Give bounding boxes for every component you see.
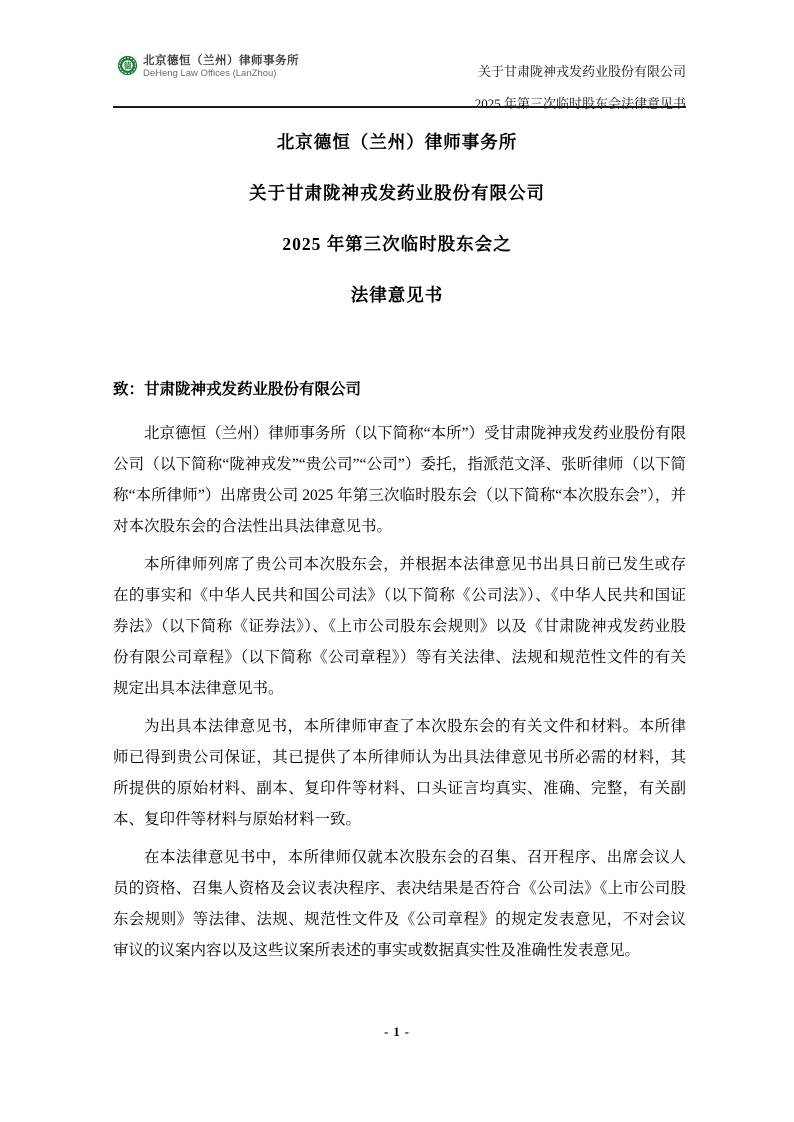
svg-text:德: 德 (123, 61, 132, 71)
running-header (475, 56, 686, 120)
firm-brand-block (117, 54, 299, 81)
title-line-company: 关于甘肃陇神戎发药业股份有限公司 (249, 183, 545, 203)
deheng-logo-icon (117, 55, 138, 81)
running-header-line1: 关于甘肃陇神戎发药业股份有限公司 (477, 64, 686, 79)
paragraph-materials-guarantee: 为出具本法律意见书，本所律师审查了本次股东会的有关文件和材料。本所律师已得到贵公司保证，其已提供了本所律师认为出具法律意见书所必需的材料，其所提供的原始材料、副本、复印件等材料、口头证言均真实、准确、完整，有关副本、复印件等材料与原始材料一致。 (113, 718, 686, 828)
header-divider (113, 106, 686, 108)
firm-name-english: DeHeng Law Offices (LanZhou) (143, 68, 277, 79)
document-body (113, 374, 686, 973)
title-line-firm: 北京德恒（兰州）律师事务所 (276, 132, 518, 152)
paragraph-legal-basis: 本所律师列席了贵公司本次股东会，并根据本法律意见书出具日前已发生或存在的事实和《中华人民共和国公司法》（以下简称《公司法》）、《中华人民共和国证券法》（以下简称《证券法》）、《上市公司股东会规则》以及《甘肃陇神戎发药业股份有限公司章程》（以下简称《公司章程》）等有关法律、法规和规范性文件的有关规定出具本法律意见书。 (113, 556, 686, 697)
salutation-line: 致：甘肃陇神戎发药业股份有限公司 (113, 381, 362, 398)
paragraph-scope-of-opinion: 在本法律意见书中，本所律师仅就本次股东会的召集、召开程序、出席会议人员的资格、召集人资格及会议表决程序、表决结果是否符合《公司法》《上市公司股东会规则》等法律、法规、规范性文件及《公司章程》的规定发表意见，不对会议审议的议案内容以及这些议案所表述的事实或数据真实性及准确性发表意见。 (113, 849, 686, 959)
document-title-block (0, 129, 794, 333)
title-line-doctype: 法律意见书 (350, 285, 444, 305)
firm-name-chinese: 北京德恒（兰州）律师事务所 (143, 55, 299, 67)
page-number: - 1 - (384, 1025, 410, 1039)
title-line-meeting: 2025 年第三次临时股东会之 (282, 234, 512, 254)
running-header-line2: 2025 年第三次临时股东会法律意见书 (474, 96, 686, 111)
firm-brand-text (143, 54, 299, 80)
paragraph-engagement: 北京德恒（兰州）律师事务所（以下简称“本所”）受甘肃陇神戎发药业股份有限公司（以下简称“陇神戎发”“贵公司”“公司”）委托，指派范文泽、张昕律师（以下简称“本所律师”）出席贵公司 2025 年第三次临时股东会（以下简称“本次股东会”），并对本次股东会的合法性出具法律意见书。 (113, 425, 686, 535)
